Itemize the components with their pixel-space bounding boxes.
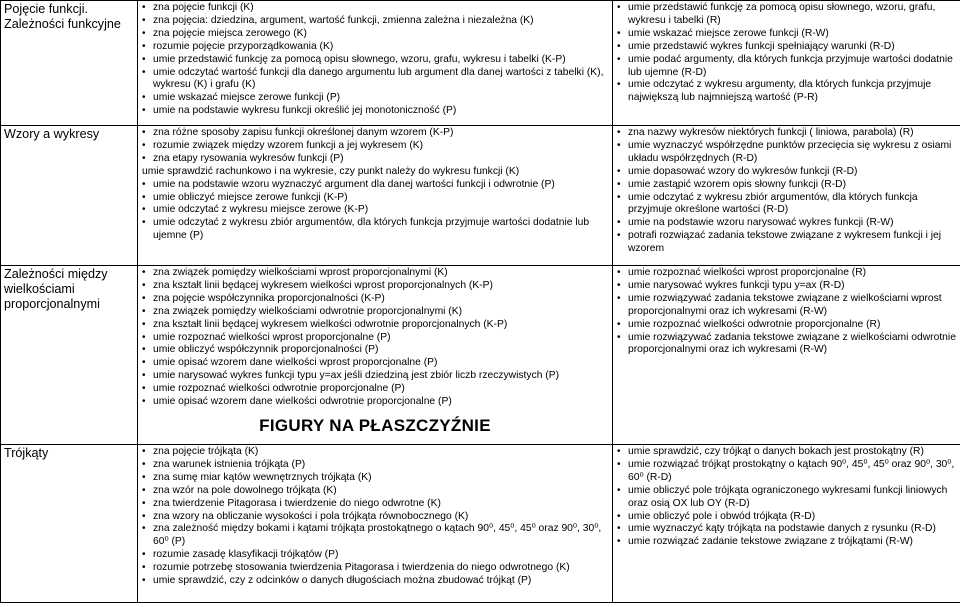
topic-cell bbox=[1, 1, 138, 126]
list-item bbox=[142, 54, 608, 67]
bullet-icon: • bbox=[142, 191, 146, 203]
list-item bbox=[617, 28, 956, 41]
bullet-icon: • bbox=[142, 127, 146, 138]
requirement-text: umie podać argumenty, dla których funkcja przyjmuje wartości dodatnie lub ujemne (R-D) bbox=[628, 53, 953, 78]
requirement-text: umie na podstawie wykresu funkcji określić jej monotoniczność (P) bbox=[153, 105, 457, 117]
bullet-icon: • bbox=[617, 318, 621, 330]
requirement-text: zna pojęcie funkcji (K) bbox=[153, 2, 254, 13]
requirement-text: umie rozpoznać wielkości odwrotnie proporcjonalne (P) bbox=[153, 383, 405, 395]
requirements-extended-cell bbox=[613, 1, 960, 126]
requirement-text: umie przedstawić funkcję za pomocą opisu słownego, wzoru, grafu, wykresu i tabelki (K-P) bbox=[153, 53, 566, 65]
requirement-text: zna wzory na obliczanie wysokości i pola trójkąta równobocznego (K) bbox=[153, 510, 469, 522]
requirement-text: rozumie zasadę klasyfikacji trójkątów (P) bbox=[153, 549, 339, 561]
bullet-icon: • bbox=[142, 279, 146, 291]
bullet-icon: • bbox=[142, 549, 146, 561]
list-item bbox=[142, 306, 608, 319]
requirement-text: zna zależność między bokami i kątami trójkąta prostokątnego o kątach 90⁰, 45⁰, 45⁰ oraz 90⁰, 30⁰, 60⁰ (P) bbox=[153, 523, 602, 548]
list-item bbox=[142, 166, 608, 179]
list-item bbox=[617, 41, 956, 54]
bullet-icon: • bbox=[617, 267, 621, 278]
requirement-text: umie sprawdzić rachunkowo i na wykresie, czy punkt należy do wykresu funkcji (K) bbox=[142, 165, 520, 177]
list-item bbox=[617, 485, 956, 511]
bullet-icon: • bbox=[142, 217, 146, 229]
requirement-text: zna pojęcia: dziedzina, argument, wartość funkcji, zmienna zależna i niezależna (K) bbox=[153, 14, 534, 26]
requirement-text: zna warunek istnienia trójkąta (P) bbox=[153, 458, 306, 470]
list-item bbox=[142, 92, 608, 105]
requirement-text: zna etapy rysowania wykresów funkcji (P) bbox=[153, 152, 344, 164]
requirement-text: umie odczytać wartość funkcji dla danego argumentu lub argument dla danej wartości z tabelki (K), wykresu (K) i grafu (K) bbox=[153, 66, 604, 91]
list-item bbox=[617, 293, 956, 319]
list-item bbox=[142, 562, 608, 575]
bullet-icon: • bbox=[617, 523, 621, 535]
table-row bbox=[1, 445, 960, 603]
list-item bbox=[142, 192, 608, 205]
list-item bbox=[617, 140, 956, 166]
requirements-basic-cell bbox=[138, 266, 613, 445]
requirement-text: umie wskazać miejsce zerowe funkcji (R-W) bbox=[628, 27, 829, 39]
bullet-icon: • bbox=[142, 331, 146, 343]
list-item bbox=[142, 370, 608, 383]
bullet-icon: • bbox=[142, 14, 146, 26]
list-item bbox=[142, 319, 608, 332]
topic-label: Zależności między bbox=[4, 267, 108, 281]
list-item bbox=[142, 217, 608, 243]
requirement-text: zna kształt linii będącej wykresem wielkości odwrotnie proporcjonalnych (K-P) bbox=[153, 318, 508, 330]
bullet-icon: • bbox=[617, 279, 621, 291]
bullet-icon: • bbox=[142, 344, 146, 356]
bullet-icon: • bbox=[617, 230, 621, 242]
bullet-icon: • bbox=[142, 383, 146, 395]
list-item bbox=[617, 536, 956, 549]
list-item bbox=[142, 153, 608, 166]
bullet-icon: • bbox=[142, 562, 146, 574]
bullet-icon: • bbox=[617, 292, 621, 304]
bullet-icon: • bbox=[142, 523, 146, 535]
requirements-basic-cell bbox=[138, 1, 613, 126]
requirement-text: zna twierdzenie Pitagorasa i twierdzenie do niego odwrotne (K) bbox=[153, 497, 441, 509]
requirement-text: umie rozpoznać wielkości wprost proporcjonalne (P) bbox=[153, 331, 391, 343]
list-item bbox=[142, 446, 608, 459]
requirements-extended-cell bbox=[613, 126, 960, 266]
requirement-text: umie na podstawie wzoru narysować wykres funkcji (R-W) bbox=[628, 217, 894, 229]
requirement-group bbox=[617, 446, 956, 549]
bullet-icon: • bbox=[617, 217, 621, 229]
bullet-icon: • bbox=[142, 292, 146, 304]
bullet-icon: • bbox=[617, 2, 621, 13]
requirement-text: umie wyznaczyć kąty trójkąta na podstawie danych z rysunku (R-D) bbox=[628, 523, 936, 535]
bullet-icon: • bbox=[142, 357, 146, 369]
list-item bbox=[142, 267, 608, 280]
requirement-text: umie sprawdzić, czy z odcinków o danych długościach można zbudować trójkąt (P) bbox=[153, 575, 532, 587]
requirement-text: umie obliczyć współczynnik proporcjonalności (P) bbox=[153, 344, 379, 356]
bullet-icon: • bbox=[142, 471, 146, 483]
list-item bbox=[142, 549, 608, 562]
list-item bbox=[142, 280, 608, 293]
bullet-icon: • bbox=[142, 458, 146, 470]
bullet-icon: • bbox=[142, 152, 146, 164]
requirement-group bbox=[617, 2, 956, 105]
bullet-icon: • bbox=[142, 510, 146, 522]
requirement-text: zna nazwy wykresów niektórych funkcji ( liniowa, parabola) (R) bbox=[628, 127, 914, 138]
bullet-icon: • bbox=[142, 53, 146, 65]
requirement-group bbox=[617, 127, 956, 256]
requirement-text: rozumie potrzebę stosowania twierdzenia Pitagorasa i twierdzenia do niego odwrotnego (K) bbox=[153, 562, 570, 574]
list-item bbox=[617, 2, 956, 28]
bullet-icon: • bbox=[617, 484, 621, 496]
bullet-icon: • bbox=[617, 458, 621, 470]
bullet-icon: • bbox=[142, 575, 146, 587]
requirement-text: umie odczytać z wykresu zbiór argumentów, dla których funkcja przyjmuje wartości dodatnie lub ujemne (P) bbox=[153, 217, 590, 242]
list-item bbox=[142, 28, 608, 41]
bullet-icon: • bbox=[617, 446, 621, 457]
requirement-text: zna związek pomiędzy wielkościami odwrotnie proporcjonalnymi (K) bbox=[153, 305, 463, 317]
list-item bbox=[142, 67, 608, 93]
bullet-icon: • bbox=[617, 139, 621, 151]
bullet-icon: • bbox=[142, 497, 146, 509]
list-item bbox=[617, 79, 956, 105]
list-item bbox=[617, 459, 956, 485]
requirement-text: umie opisać wzorem dane wielkości odwrotnie proporcjonalne (P) bbox=[153, 396, 452, 408]
requirement-text: rozumie pojęcie przyporządkowania (K) bbox=[153, 40, 334, 52]
bullet-icon: • bbox=[142, 92, 146, 104]
list-item bbox=[142, 511, 608, 524]
bullet-icon: • bbox=[142, 66, 146, 78]
list-item bbox=[142, 383, 608, 396]
requirement-text: umie obliczyć miejsce zerowe funkcji (K-P) bbox=[153, 191, 348, 203]
requirements-basic-cell bbox=[138, 445, 613, 603]
requirement-text: umie rozwiązywać zadania tekstowe związane z wielkościami odwrotnie proporcjonalnymi oraz ich wykresami (R-W) bbox=[628, 331, 956, 356]
requirement-text: umie narysować wykres funkcji typu y=ax (R-D) bbox=[628, 279, 845, 291]
table-row bbox=[1, 1, 960, 126]
list-item bbox=[142, 140, 608, 153]
list-item bbox=[617, 511, 956, 524]
requirement-group bbox=[142, 446, 608, 588]
bullet-icon: • bbox=[142, 370, 146, 382]
table-body bbox=[1, 1, 960, 603]
requirement-text: umie narysować wykres funkcji typu y=ax jeśli dziedziną jest zbiór liczb rzeczywistych (P) bbox=[153, 370, 560, 382]
bullet-icon: • bbox=[142, 204, 146, 216]
requirement-group bbox=[142, 2, 608, 118]
bullet-icon: • bbox=[142, 105, 146, 117]
requirement-text: umie rozwiązać zadanie tekstowe związane z trójkątami (R-W) bbox=[628, 536, 913, 548]
requirement-text: umie przedstawić funkcję za pomocą opisu słownego, wzoru, grafu, wykresu i tabelki (R) bbox=[628, 2, 936, 26]
list-item bbox=[617, 127, 956, 140]
bullet-icon: • bbox=[142, 318, 146, 330]
list-item bbox=[617, 230, 956, 256]
requirement-group bbox=[142, 127, 608, 243]
list-item bbox=[142, 204, 608, 217]
bullet-icon: • bbox=[142, 2, 146, 13]
requirement-text: potrafi rozwiązać zadania tekstowe związane z wykresem funkcji i jej wzorem bbox=[628, 230, 942, 255]
requirement-text: umie odczytać z wykresu miejsce zerowe (K-P) bbox=[153, 204, 369, 216]
requirement-text: umie sprawdzić, czy trójkąt o danych bokach jest prostokątny (R) bbox=[628, 446, 924, 457]
bullet-icon: • bbox=[617, 53, 621, 65]
list-item bbox=[142, 357, 608, 370]
bullet-icon: • bbox=[617, 27, 621, 39]
list-item bbox=[142, 105, 608, 118]
table-row bbox=[1, 126, 960, 266]
bullet-icon: • bbox=[142, 305, 146, 317]
section-heading: FIGURY NA PŁASZCZYŹNIE bbox=[259, 415, 491, 435]
requirement-text: zna wzór na pole dowolnego trójkąta (K) bbox=[153, 484, 337, 496]
list-item bbox=[142, 575, 608, 588]
list-item bbox=[142, 2, 608, 15]
requirement-text: umie dopasować wzory do wykresów funkcji (R-D) bbox=[628, 165, 858, 177]
requirement-text: umie na podstawie wzoru wyznaczyć argument dla danej wartości funkcji i odwrotnie (P) bbox=[153, 178, 555, 190]
requirement-text: zna pojęcie trójkąta (K) bbox=[153, 446, 259, 457]
requirement-text: zna pojęcie miejsca zerowego (K) bbox=[153, 27, 307, 39]
list-item bbox=[617, 280, 956, 293]
topic-label: Wzory a wykresy bbox=[4, 127, 100, 141]
requirement-text: umie odczytać z wykresu zbiór argumentów, dla których funkcja przyjmuje określone wartości (R-D) bbox=[628, 191, 918, 216]
requirements-basic-cell bbox=[138, 126, 613, 266]
list-item bbox=[142, 293, 608, 306]
bullet-icon: • bbox=[142, 27, 146, 39]
list-item bbox=[142, 332, 608, 345]
list-item bbox=[617, 166, 956, 179]
list-item bbox=[142, 485, 608, 498]
requirement-text: umie rozpoznać wielkości wprost proporcjonalne (R) bbox=[628, 267, 867, 278]
bullet-icon: • bbox=[617, 536, 621, 548]
requirements-extended-cell bbox=[613, 266, 960, 445]
list-item bbox=[142, 472, 608, 485]
requirement-group bbox=[617, 267, 956, 357]
bullet-icon: • bbox=[142, 267, 146, 278]
list-item bbox=[142, 396, 608, 409]
list-item bbox=[617, 332, 956, 358]
requirement-text: zna różne sposoby zapisu funkcji określonej danym wzorem (K-P) bbox=[153, 127, 454, 138]
bullet-icon: • bbox=[617, 331, 621, 343]
requirement-text: umie rozwiązać trójkąt prostokątny o kątach 90⁰, 45⁰, 45⁰ oraz 90⁰, 30⁰, 60⁰ (R-D) bbox=[628, 458, 955, 483]
topic-label: Zależności funkcyjne bbox=[4, 17, 121, 31]
list-item bbox=[142, 41, 608, 54]
list-item bbox=[142, 523, 608, 549]
list-item bbox=[142, 179, 608, 192]
requirement-text: zna pojęcie współczynnika proporcjonalności (K-P) bbox=[153, 292, 385, 304]
requirement-text: umie obliczyć pole trójkąta ograniczonego wykresami funkcji liniowych oraz osią OX lub OY (R-D) bbox=[628, 484, 948, 509]
list-item bbox=[142, 344, 608, 357]
requirement-text: umie przedstawić wykres funkcji spełniający warunki (R-D) bbox=[628, 40, 895, 52]
requirement-text: zna kształt linii będącej wykresem wielkości wprost proporcjonalnych (K-P) bbox=[153, 279, 493, 291]
list-item bbox=[617, 446, 956, 459]
list-item bbox=[617, 319, 956, 332]
bullet-icon: • bbox=[142, 396, 146, 408]
bullet-icon: • bbox=[142, 139, 146, 151]
topic-label: wielkościami bbox=[4, 282, 75, 296]
bullet-icon: • bbox=[617, 510, 621, 522]
bullet-icon: • bbox=[617, 40, 621, 52]
bullet-icon: • bbox=[617, 178, 621, 190]
list-item bbox=[142, 459, 608, 472]
requirement-text: umie opisać wzorem dane wielkości wprost proporcjonalne (P) bbox=[153, 357, 438, 369]
topic-cell bbox=[1, 445, 138, 603]
bullet-icon: • bbox=[142, 484, 146, 496]
requirement-group bbox=[142, 267, 608, 409]
list-item bbox=[617, 179, 956, 192]
requirement-text: zna sumę miar kątów wewnętrznych trójkąta (K) bbox=[153, 471, 372, 483]
list-item bbox=[142, 127, 608, 140]
bullet-icon: • bbox=[142, 178, 146, 190]
requirement-text: umie rozwiązywać zadania tekstowe związane z wielkościami wprost proporcjonalnymi oraz ich wykresami (R-W) bbox=[628, 292, 942, 317]
list-item bbox=[142, 15, 608, 28]
topic-cell bbox=[1, 266, 138, 445]
requirements-extended-cell bbox=[613, 445, 960, 603]
bullet-icon: • bbox=[142, 40, 146, 52]
requirement-text: umie wyznaczyć współrzędne punktów przecięcia się wykresu z osiami układu współrzędnych (R-D) bbox=[628, 139, 952, 164]
topic-label: Trójkąty bbox=[4, 446, 49, 460]
list-item bbox=[617, 523, 956, 536]
requirement-text: umie zastąpić wzorem opis słowny funkcji (R-D) bbox=[628, 178, 847, 190]
list-item bbox=[617, 54, 956, 80]
list-item bbox=[617, 192, 956, 218]
requirement-text: umie rozpoznać wielkości odwrotnie proporcjonalne (R) bbox=[628, 318, 881, 330]
topic-label: proporcjonalnymi bbox=[4, 297, 100, 311]
bullet-icon: • bbox=[142, 446, 146, 457]
requirement-text: umie obliczyć pole i obwód trójkąta (R-D) bbox=[628, 510, 816, 522]
bullet-icon: • bbox=[617, 79, 621, 91]
bullet-icon: • bbox=[617, 191, 621, 203]
requirement-text: zna związek pomiędzy wielkościami wprost proporcjonalnymi (K) bbox=[153, 267, 448, 278]
table-row bbox=[1, 266, 960, 445]
requirement-text: rozumie związek między wzorem funkcji a jej wykresem (K) bbox=[153, 139, 424, 151]
bullet-icon: • bbox=[617, 127, 621, 138]
list-item bbox=[617, 217, 956, 230]
bullet-icon: • bbox=[617, 165, 621, 177]
requirement-text: umie odczytać z wykresu argumenty, dla których funkcja przyjmuje największą lub najmniejszą wartość (P-R) bbox=[628, 79, 932, 104]
list-item bbox=[617, 267, 956, 280]
requirement-text: umie wskazać miejsce zerowe funkcji (P) bbox=[153, 92, 341, 104]
list-item bbox=[142, 498, 608, 511]
topic-cell bbox=[1, 126, 138, 266]
topic-label: Pojęcie funkcji. bbox=[4, 2, 88, 16]
